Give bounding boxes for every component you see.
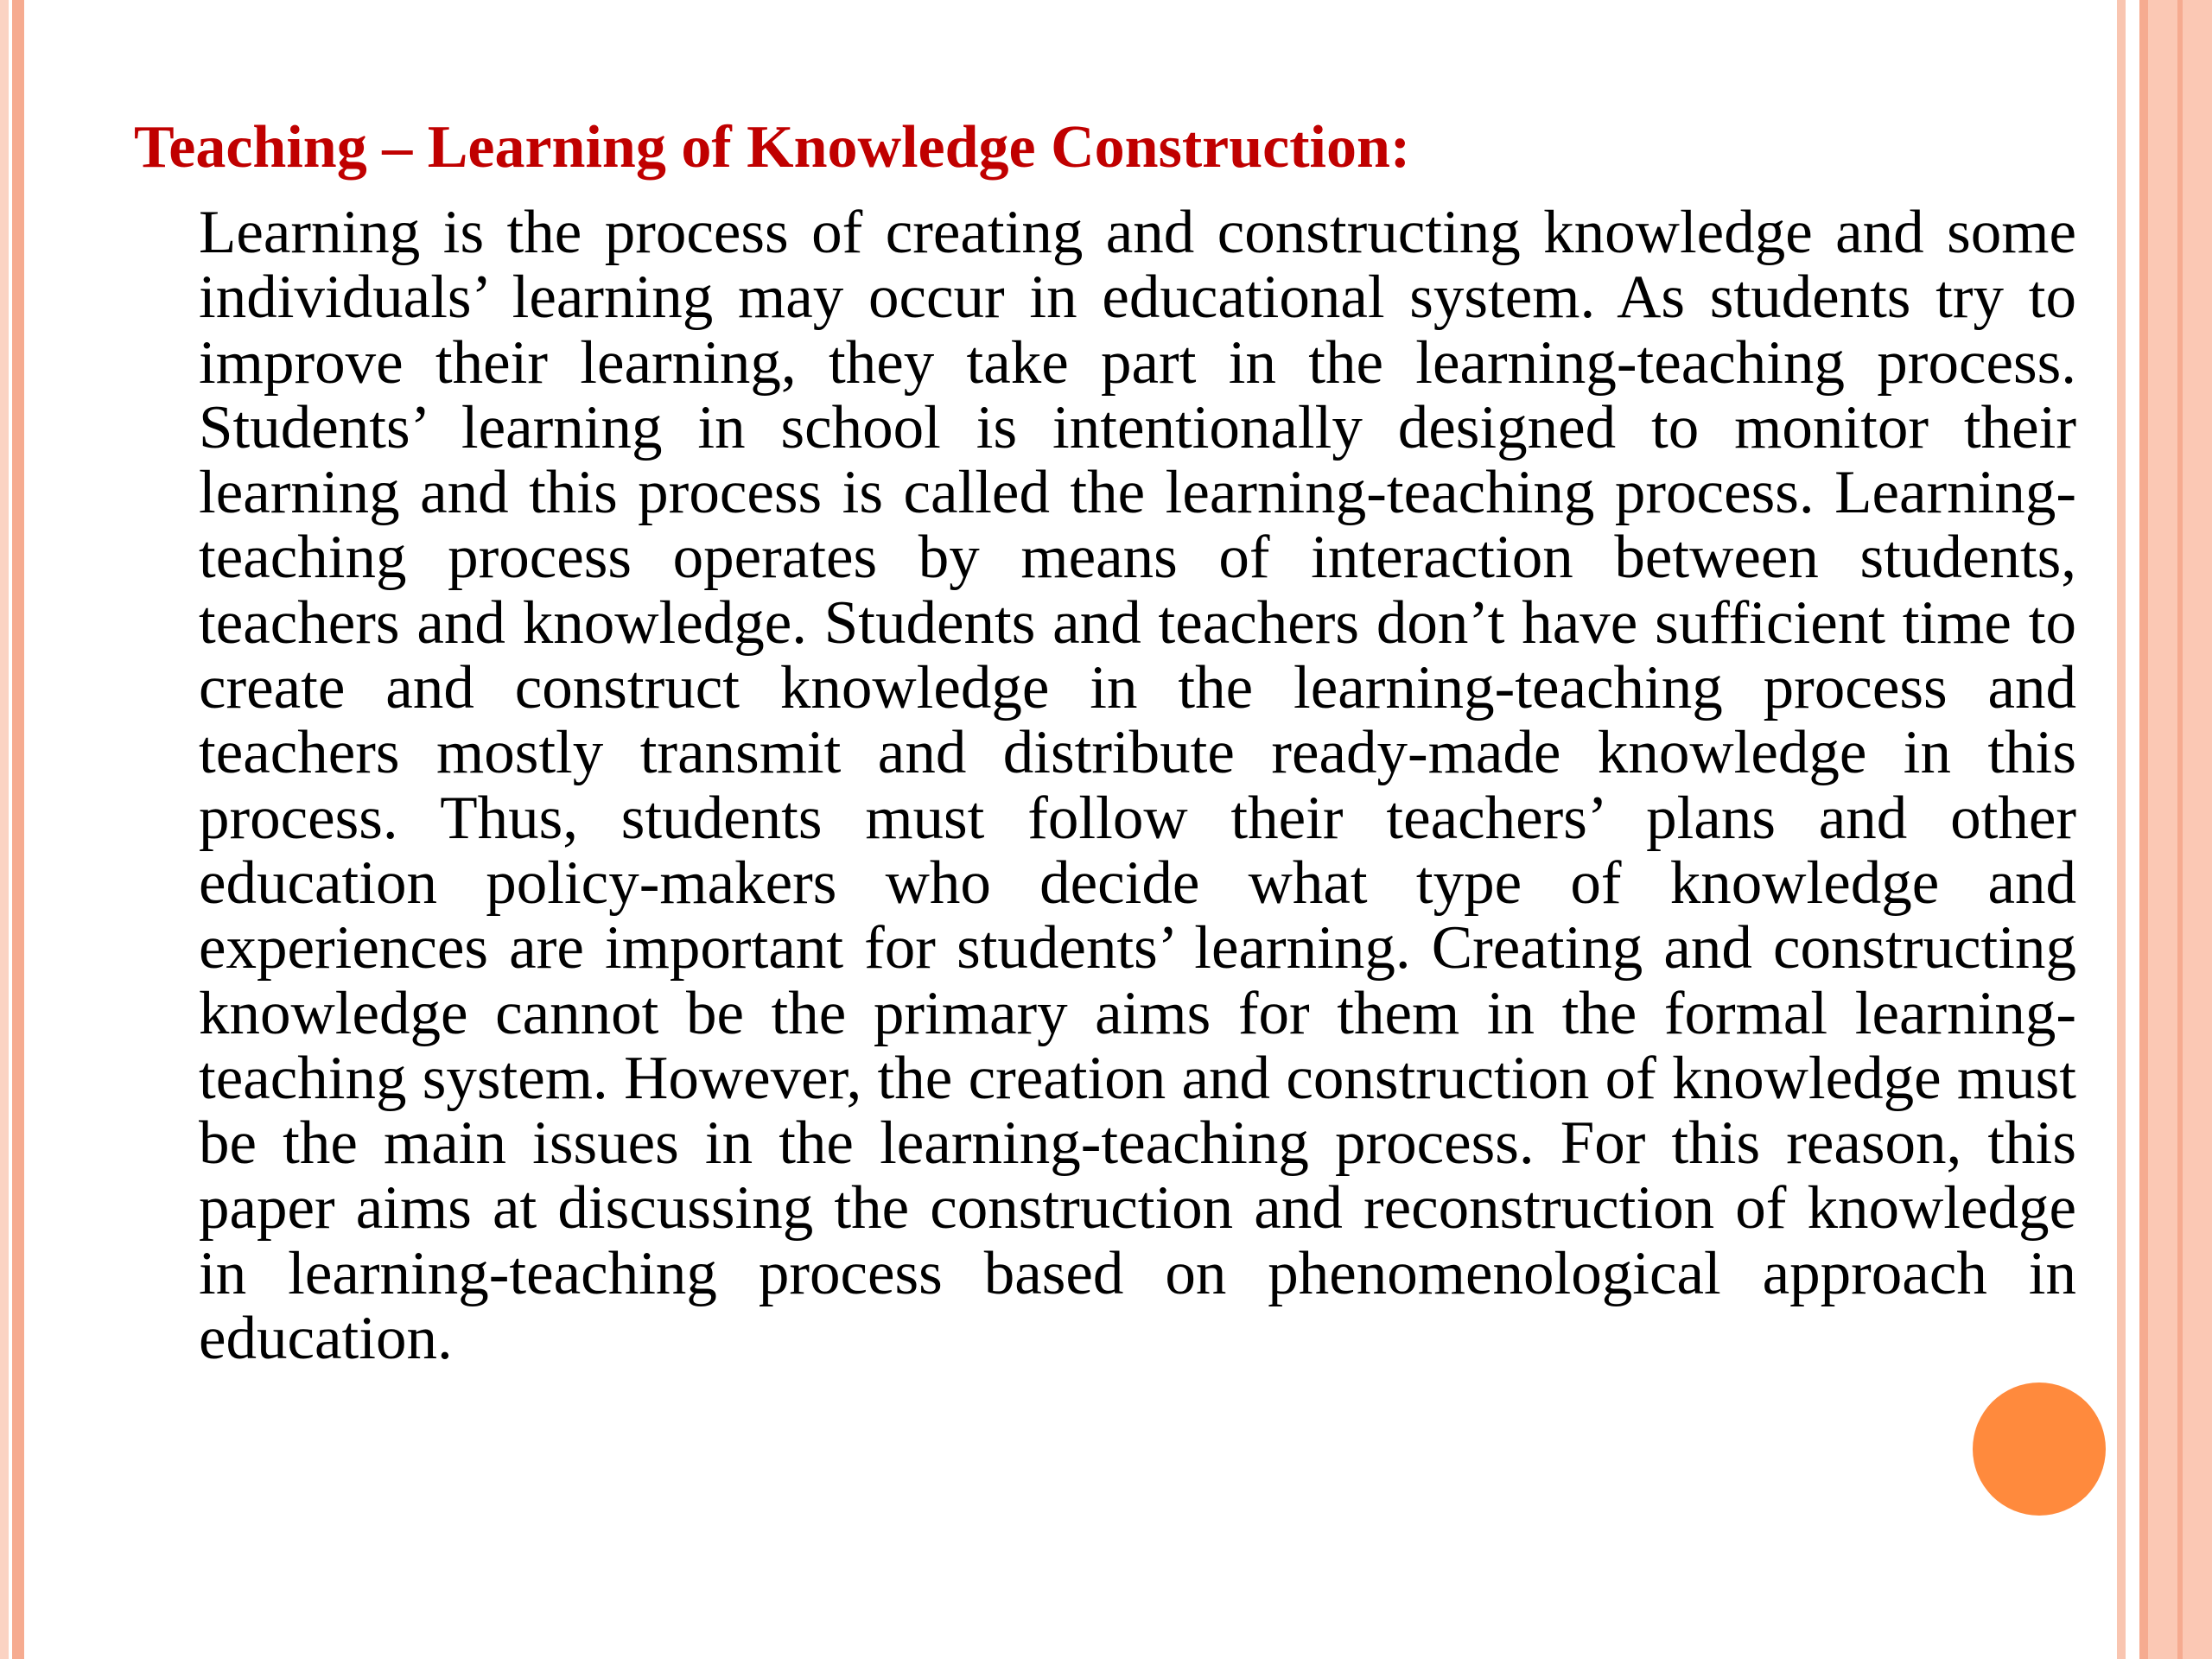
left-border-stripe-inner — [12, 0, 24, 1659]
right-border-band-mid — [2139, 0, 2148, 1659]
orange-circle-decoration — [1973, 1382, 2106, 1516]
right-border-band-light — [2117, 0, 2126, 1659]
slide-heading: Teaching – Learning of Knowledge Construction: — [134, 114, 1411, 181]
slide-body-text: Learning is the process of creating and constructing knowledge and some individuals’ learning may occur in educational system. As students try to improve their learning, they take part in the learning-teaching process. Students’ learning in school is intentionally designed to monitor their learning and this process is called the learning-teaching process. Learning-teaching process operates by means of interaction between students, teachers and knowledge. Students and teachers don’t have sufficient time to create and construct knowledge in the learning-teaching process and teachers mostly transmit and distribute ready-made knowledge in this process. Thus, students must follow their teachers’ plans and other education policy-makers who decide what type of knowledge and experiences are important for students’ learning. Creating and constructing knowledge cannot be the primary aims for them in the formal learning-teaching system. However, the creation and construction of knowledge must be the main issues in the learning-teaching process. For this reason, this paper aims at discussing the construction and reconstruction of knowledge in learning-teaching process based on phenomenological approach in education. — [199, 199, 2076, 1373]
right-border-band-gap — [2126, 0, 2139, 1659]
right-border-band-line — [2177, 0, 2183, 1659]
left-border-stripe-outer — [0, 0, 9, 1659]
